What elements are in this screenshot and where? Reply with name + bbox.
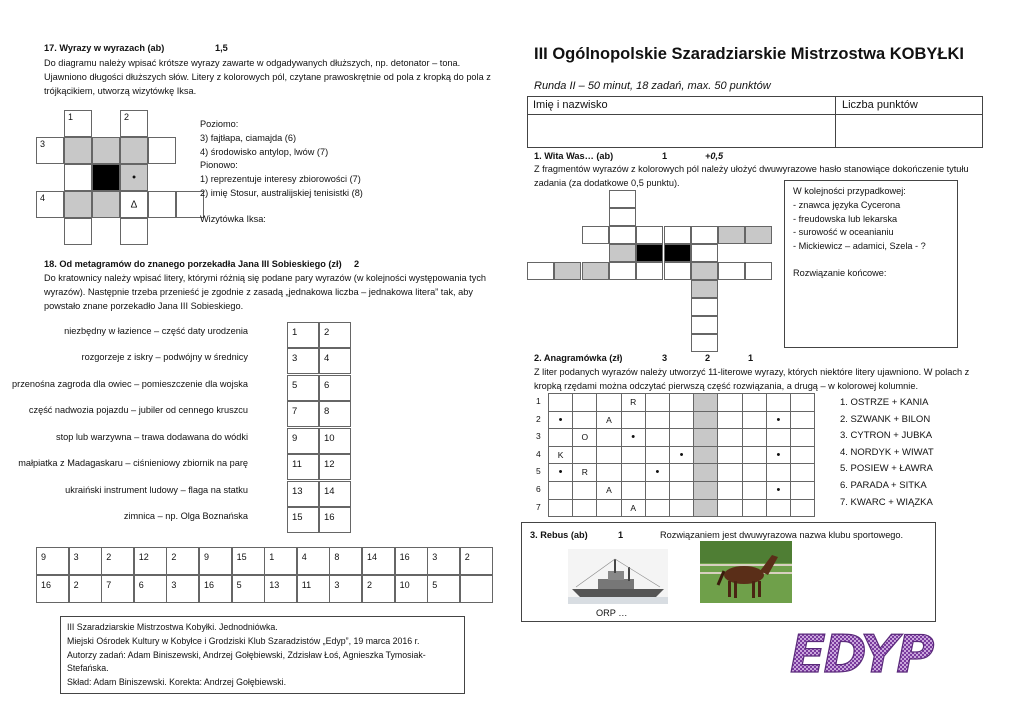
grid2-cell[interactable]	[645, 446, 670, 465]
grid2-given-letter: A	[606, 414, 612, 425]
grid2-given-letter: R	[630, 397, 637, 407]
grid2-cell[interactable]	[548, 446, 573, 465]
grid2-cell[interactable]	[596, 463, 621, 482]
grid2-cell[interactable]	[742, 393, 767, 412]
grid2-cell[interactable]	[790, 446, 815, 465]
sequence-cell[interactable]: 5	[232, 575, 265, 603]
grid2-cell[interactable]	[645, 411, 670, 430]
grid17-cell[interactable]: 3	[36, 137, 64, 164]
grid2-cell[interactable]	[548, 393, 573, 412]
logo-text: EDYP	[790, 625, 933, 684]
sequence-cell[interactable]: 2	[460, 547, 493, 575]
task1-item: - znawca języka Cycerona	[793, 200, 901, 210]
grid17-cell[interactable]	[92, 137, 120, 164]
page-subtitle: Runda II – 50 minut, 18 zadań, max. 50 punktów	[534, 80, 771, 92]
grid17-cell[interactable]: 1	[64, 110, 92, 137]
sequence-cell[interactable]: 3	[69, 547, 102, 575]
sequence-cell[interactable]: 14	[362, 547, 395, 575]
grid1-cell[interactable]	[691, 334, 718, 352]
task1-points: 1	[662, 151, 668, 161]
sequence-cell[interactable]: 8	[329, 547, 362, 575]
metagram-letter-box[interactable]: 1	[287, 322, 319, 348]
grid17-cell[interactable]	[120, 218, 148, 245]
sequence-cell[interactable]: 9	[199, 547, 232, 575]
task18-desc1: Do kratownicy należy wpisać litery, którymi różnią się podane pary wyrazów (w kolejności występowania tych	[44, 273, 487, 283]
sequence-cell[interactable]: 2	[166, 547, 199, 575]
metagram-letter-box[interactable]: 7	[287, 401, 319, 427]
metagram-letter-box[interactable]: 6	[319, 375, 351, 401]
points-input[interactable]	[836, 115, 982, 147]
task17-wizytowka: Wizytówka Iksa:	[200, 214, 266, 224]
grid2-row-number: 5	[536, 466, 541, 477]
grid2-cell[interactable]	[742, 499, 767, 518]
task2-clue: 6. PARADA + SITKA	[840, 479, 927, 491]
grid2-cell[interactable]	[596, 428, 621, 447]
grid17-cell[interactable]	[148, 191, 176, 218]
grid17-cell[interactable]: 2	[120, 110, 148, 137]
grid2-given-letter: A	[606, 485, 612, 495]
task2-desc1: Z liter podanych wyrazów należy utworzyć 11-literowe wyrazy, których niektóre litery ujawniono. W polach z	[534, 367, 970, 377]
grid2-cell[interactable]	[693, 463, 718, 482]
grid2-row-number: 6	[536, 484, 541, 494]
task18-points: 2	[354, 259, 360, 269]
sequence-cell[interactable]: 12	[134, 547, 167, 575]
task18-desc3: powstało znane porzekadło Jana III Sobieskiego.	[44, 301, 244, 311]
grid2-dot-cell[interactable]	[766, 411, 791, 430]
grid2-given-letter: K	[557, 449, 564, 460]
grid2-cell[interactable]	[572, 428, 597, 447]
grid17-dot-cell[interactable]	[120, 164, 148, 191]
task2-clues	[840, 395, 934, 511]
grid1-black-cell	[664, 244, 691, 262]
grid2-dot-cell[interactable]	[766, 446, 791, 465]
grid2-cell[interactable]	[742, 411, 767, 430]
grid1-cell[interactable]	[636, 262, 663, 280]
grid2-cell[interactable]	[766, 393, 791, 412]
sequence-cell[interactable]: 11	[297, 575, 330, 603]
grid2-cell[interactable]	[645, 499, 670, 518]
grid2-cell[interactable]	[766, 499, 791, 518]
task1-box-title: W kolejności przypadkowej:	[793, 186, 906, 196]
grid2-cell[interactable]	[717, 499, 742, 518]
grid2-cell[interactable]	[790, 411, 815, 430]
sequence-cell[interactable]: 2	[362, 575, 395, 603]
grid2-cell[interactable]	[596, 411, 621, 430]
metagram-letter-box[interactable]: 8	[319, 401, 351, 427]
grid2-cell[interactable]	[693, 411, 718, 430]
grid1-cell[interactable]	[691, 226, 718, 244]
grid2-cell[interactable]	[572, 393, 597, 412]
task1-bonus: +0,5	[705, 151, 724, 161]
sequence-cell[interactable]: 1	[264, 547, 297, 575]
task17-poziomo-3: 3) fajtłapa, ciamajda (6)	[200, 133, 297, 143]
grid2-cell[interactable]	[548, 481, 573, 500]
sequence-cell[interactable]: 4	[297, 547, 330, 575]
task2-clue: 7. KWARC + WIĄZKA	[840, 496, 933, 508]
grid1-cell[interactable]	[664, 226, 691, 244]
grid1-cell[interactable]	[609, 244, 636, 262]
name-label: Imię i nazwisko	[528, 97, 836, 115]
sequence-cell[interactable]: 13	[264, 575, 297, 603]
task17-pionowo-1: 1) reprezentuje interesy zbiorowości (7)	[200, 174, 361, 184]
edyp-logo	[784, 624, 944, 684]
grid2-cell[interactable]	[790, 499, 815, 518]
footer-line1: III Szaradziarskie Mistrzostwa Kobyłki. Jednodniówka.	[67, 622, 278, 632]
grid2-cell[interactable]	[645, 393, 670, 412]
grid1-cell[interactable]	[527, 262, 554, 280]
grid2-cell[interactable]	[717, 393, 742, 412]
grid1-cell[interactable]	[691, 280, 718, 298]
task1-desc2: zadania (za dodatkowe 0,5 punktu).	[534, 178, 680, 188]
grid2-cell[interactable]	[572, 499, 597, 518]
sequence-cell[interactable]: 6	[134, 575, 167, 603]
sequence-cell[interactable]: 2	[69, 575, 102, 603]
grid2-cell[interactable]	[693, 428, 718, 447]
grid17-cell[interactable]: 4	[36, 191, 64, 218]
grid2-cell[interactable]	[742, 481, 767, 500]
grid17-cell[interactable]	[92, 191, 120, 218]
grid2-cell[interactable]	[645, 481, 670, 500]
task17-pionowo-2: 2) imię Stosur, australijskiej tenisistki (8)	[200, 188, 363, 198]
task17-desc2: Ujawniono długości dłuższych słów. Litery z kolorowych pól, czytane prawoskrętnie od pola z kropką do pola z	[44, 72, 491, 82]
grid1-cell[interactable]	[745, 262, 772, 280]
grid2-cell[interactable]	[645, 428, 670, 447]
grid2-cell[interactable]	[669, 499, 694, 518]
metagram-clue: zimnica – np. Olga Boznańska	[123, 511, 248, 521]
grid1-cell[interactable]	[691, 298, 718, 316]
metagram-letter-box[interactable]: 11	[287, 454, 319, 480]
grid1-cell[interactable]	[691, 262, 718, 280]
grid2-cell[interactable]	[790, 393, 815, 412]
task18-title: 18. Od metagramów do znanego porzekadła Jana III Sobieskiego (zł)	[44, 259, 342, 269]
metagram-clue: stop lub warzywna – trawa dodawana do wódki	[55, 432, 248, 442]
grid2-dot-cell[interactable]	[766, 481, 791, 500]
grid17-cell[interactable]	[64, 137, 92, 164]
task17-poziomo-4: 4) środowisko antylop, lwów (7)	[200, 147, 329, 157]
footer-line2: Miejski Ośrodek Kultury w Kobyłce i Grodziski Klub Szaradzistów „Edyp”, 19 marca 2016 r.	[67, 636, 420, 646]
grid2-cell[interactable]	[766, 463, 791, 482]
grid2-given-letter: A	[630, 502, 637, 513]
grid2-row-number: 2	[536, 413, 541, 424]
metagram-letter-box[interactable]: 4	[319, 348, 351, 374]
grid2-cell[interactable]	[669, 393, 694, 412]
grid2-cell[interactable]	[693, 393, 718, 412]
grid2-dot-cell[interactable]	[645, 463, 670, 482]
sequence-cell[interactable]: 3	[166, 575, 199, 603]
grid1-cell[interactable]	[609, 208, 636, 226]
metagram-letter-box[interactable]: 5	[287, 375, 319, 401]
task2-clue: 2. SZWANK + BILON	[840, 413, 931, 425]
grid2-cell[interactable]	[717, 463, 742, 482]
task17-desc1: Do diagramu należy wpisać krótsze wyrazy zawarte w odgadywanych dłuższych, np. detonator – tona.	[44, 58, 461, 68]
grid2-cell[interactable]	[717, 481, 742, 500]
grid2-row-number: 7	[536, 501, 541, 512]
task2-points-2: 2	[705, 353, 711, 363]
grid2-cell[interactable]	[596, 393, 621, 412]
grid2-row-number: 1	[536, 396, 541, 406]
task1-item: - Mickiewicz – adamici, Szela - ?	[793, 241, 926, 251]
grid2-cell[interactable]	[669, 481, 694, 500]
metagram-letter-box[interactable]: 12	[319, 454, 351, 480]
grid17-cell[interactable]	[64, 218, 92, 245]
grid2-given-letter: R	[581, 467, 588, 478]
task1-info-box	[784, 180, 958, 348]
grid1-cell[interactable]	[609, 190, 636, 208]
grid17-triangle-cell[interactable]	[120, 191, 148, 218]
task1-solution-label: Rozwiązanie końcowe:	[793, 268, 887, 278]
grid1-black-cell	[636, 244, 663, 262]
grid2-cell[interactable]	[621, 499, 646, 518]
grid2-dot-cell[interactable]	[548, 411, 573, 430]
task3-points: 1	[618, 530, 624, 540]
metagram-letter-box[interactable]: 9	[287, 428, 319, 454]
task2-clue: 3. CYTRON + JUBKA	[840, 430, 933, 442]
name-points-table	[527, 96, 983, 148]
sequence-cell[interactable]: 16	[395, 547, 428, 575]
name-input[interactable]	[528, 115, 836, 147]
sequence-cell[interactable]: 16	[199, 575, 232, 603]
grid2-cell[interactable]	[742, 428, 767, 447]
grid17-cell[interactable]	[64, 191, 92, 218]
footer-box	[60, 616, 465, 694]
sequence-cell[interactable]: 9	[36, 547, 69, 575]
grid2-cell[interactable]	[621, 463, 646, 482]
grid1-cell[interactable]	[664, 262, 691, 280]
ship-image	[568, 549, 668, 604]
grid2-cell[interactable]	[669, 411, 694, 430]
grid2-cell[interactable]	[596, 446, 621, 465]
metagram-letter-box[interactable]: 16	[319, 507, 351, 533]
metagram-clue: małpiatka z Madagaskaru – ciśnieniowy zbiornik na parę	[18, 458, 248, 468]
grid2-cell[interactable]	[596, 499, 621, 518]
metagram-letter-box[interactable]: 3	[287, 348, 319, 374]
task3-title: 3. Rebus (ab)	[530, 530, 588, 540]
grid2-cell[interactable]	[790, 463, 815, 482]
metagram-letter-box[interactable]: 15	[287, 507, 319, 533]
grid2-cell[interactable]	[572, 463, 597, 482]
metagram-letter-box[interactable]: 13	[287, 481, 319, 507]
sequence-cell[interactable]	[460, 575, 493, 603]
task18-desc2: wyrazów). Następnie trzeba przenieść je zgodnie z zasadą „jednakowa liczba – jednakowa litera” tak, aby	[44, 287, 473, 297]
metagram-letter-box[interactable]: 10	[319, 428, 351, 454]
grid2-cell[interactable]	[717, 411, 742, 430]
task2-clue: 4. NORDYK + WIWAT	[840, 446, 934, 458]
grid2-cell[interactable]	[693, 499, 718, 518]
grid2-cell[interactable]	[669, 463, 694, 482]
sequence-cell[interactable]: 16	[36, 575, 69, 603]
task17-desc3: trójkącikiem, utworzą wizytówkę Iksa.	[44, 86, 197, 96]
grid2-cell[interactable]	[596, 481, 621, 500]
grid1-cell[interactable]	[691, 316, 718, 334]
page-title: III Ogólnopolskie Szaradziarskie Mistrzostwa KOBYŁKI	[534, 45, 965, 63]
grid2-dot-cell[interactable]	[669, 446, 694, 465]
metagram-clue: rozgorzeje z iskry – podwójny w średnicy	[81, 352, 248, 362]
grid2-cell[interactable]	[572, 446, 597, 465]
grid17-cell[interactable]	[120, 137, 148, 164]
grid1-cell[interactable]	[554, 262, 581, 280]
grid2-cell[interactable]	[693, 446, 718, 465]
task2-title: 2. Anagramówka (zł)	[534, 353, 623, 363]
grid17-cell[interactable]	[64, 164, 92, 191]
grid17-cell[interactable]	[148, 137, 176, 164]
metagram-clue: ukraiński instrument ludowy – flaga na statku	[65, 485, 248, 495]
grid2-cell[interactable]	[669, 428, 694, 447]
task17-title: 17. Wyrazy w wyrazach (ab)	[44, 43, 165, 53]
grid1-cell[interactable]	[582, 262, 609, 280]
grid2-cell[interactable]	[717, 428, 742, 447]
grid1-cell[interactable]	[636, 226, 663, 244]
sequence-cell[interactable]: 7	[101, 575, 134, 603]
task2-clue: 5. POSIEW + ŁAWRA	[840, 463, 933, 475]
footer-line4: Stefańska.	[67, 663, 109, 673]
footer-line5: Skład: Adam Biniszewski. Korekta: Andrzej Gołębiewski.	[67, 677, 287, 687]
metagram-clue: część nadwozia pojazdu – jubiler od cennego kruszcu	[28, 405, 248, 415]
grid2-given-letter: O	[581, 432, 589, 443]
grid2-cell[interactable]	[572, 411, 597, 430]
points-label: Liczba punktów	[836, 97, 982, 115]
task1-item: - freudowska lub lekarska	[793, 214, 898, 224]
grid2-cell[interactable]	[742, 463, 767, 482]
task3-box	[521, 522, 936, 622]
task2-points-1: 1	[748, 353, 754, 363]
grid1-cell[interactable]	[582, 226, 609, 244]
grid1-cell[interactable]	[718, 262, 745, 280]
grid2-row-number: 3	[536, 431, 541, 442]
task2-points-3: 3	[662, 353, 668, 363]
task2-desc2: kropką rzędami można odczytać pierwszą część rozwiązania, a drugą – w kolorowej kolumnie.	[534, 381, 918, 391]
grid2-cell[interactable]	[693, 481, 718, 500]
grid1-cell[interactable]	[609, 262, 636, 280]
grid1-cell[interactable]	[609, 226, 636, 244]
metagram-clue: przenośna zagroda dla owiec – pomieszczenie dla wojska	[12, 379, 248, 389]
task3-caption: ORP …	[596, 608, 628, 618]
grid2-cell[interactable]	[717, 446, 742, 465]
grid1-cell[interactable]	[745, 226, 772, 244]
grid1-cell[interactable]	[691, 244, 718, 262]
grid2-cell[interactable]	[621, 446, 646, 465]
task17-pionowo-label: Pionowo:	[200, 160, 238, 170]
grid2-dot-cell[interactable]	[548, 463, 573, 482]
task17-points: 1,5	[215, 43, 228, 53]
grid17-black-cell	[92, 164, 120, 191]
sequence-cell[interactable]: 10	[395, 575, 428, 603]
grid1-cell[interactable]	[718, 226, 745, 244]
sequence-cell[interactable]: 15	[232, 547, 265, 575]
grid2-dot-cell[interactable]	[621, 428, 646, 447]
metagram-letter-box[interactable]: 2	[319, 322, 351, 348]
task1-item: - surowość w oceanianiu	[793, 227, 894, 237]
sequence-cell[interactable]: 2	[101, 547, 134, 575]
grid2-cell[interactable]	[790, 428, 815, 447]
horse-image	[700, 541, 792, 603]
grid2-cell[interactable]	[621, 481, 646, 500]
grid2-cell[interactable]	[572, 481, 597, 500]
grid2-cell[interactable]	[548, 499, 573, 518]
sequence-cell[interactable]: 3	[329, 575, 362, 603]
grid2-row-number: 4	[536, 448, 541, 459]
grid2-cell[interactable]	[621, 411, 646, 430]
sequence-cell[interactable]: 5	[427, 575, 460, 603]
grid2-cell[interactable]	[548, 428, 573, 447]
metagram-clue: niezbędny w łazience – część daty urodzenia	[64, 326, 248, 336]
task1-desc1: Z fragmentów wyrazów z kolorowych pól należy ułożyć dwuwyrazowe hasło stanowiące dokończenie tytułu	[534, 164, 969, 174]
grid2-cell[interactable]	[790, 481, 815, 500]
footer-line3: Autorzy zadań: Adam Biniszewski, Andrzej Gołębiewski, Zdzisław Łoś, Agnieszka Tymosiak-	[67, 650, 426, 660]
task3-desc: Rozwiązaniem jest dwuwyrazowa nazwa klubu sportowego.	[660, 530, 904, 540]
grid2-cell[interactable]	[621, 393, 646, 412]
grid2-cell[interactable]	[742, 446, 767, 465]
task1-title: 1. Wita Was… (ab)	[534, 151, 614, 161]
task2-clue: 1. OSTRZE + KANIA	[840, 397, 929, 408]
task17-poziomo-label: Poziomo:	[200, 119, 239, 129]
sequence-cell[interactable]: 3	[427, 547, 460, 575]
grid2-cell[interactable]	[766, 428, 791, 447]
metagram-letter-box[interactable]: 14	[319, 481, 351, 507]
